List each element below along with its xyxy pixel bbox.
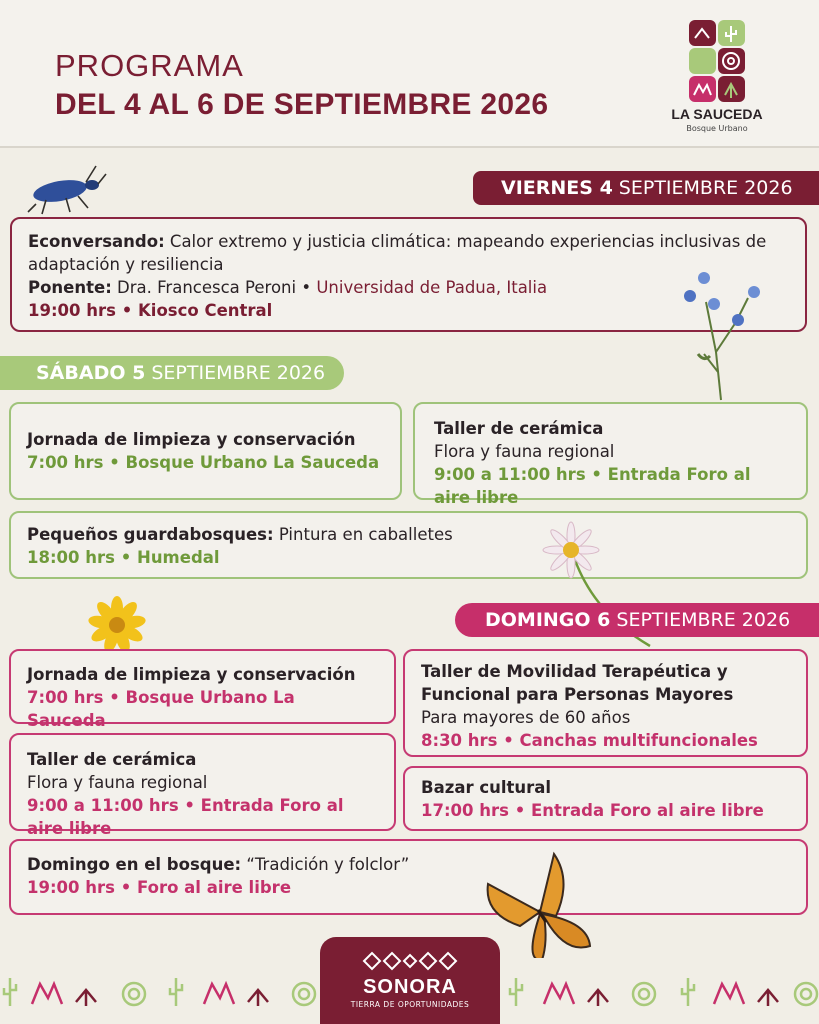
- sonora-brand: SONORA: [363, 976, 457, 998]
- day-label: SÁBADO 5: [36, 362, 146, 384]
- event-title: Pequeños guardabosques: Pintura en caballetes: [27, 525, 453, 544]
- event-card-ceramica-sun: [9, 733, 396, 838]
- logo-name: LA SAUCEDA: [671, 106, 763, 122]
- event-title: Taller de Movilidad Terapéutica y Funcional para Personas Mayores: [421, 662, 734, 704]
- event-time-place: 18:00 hrs • Humedal: [27, 548, 220, 567]
- logo-subtitle: Bosque Urbano: [686, 124, 748, 133]
- event-title: Jornada de limpieza y conservación: [27, 430, 356, 449]
- event-card-jornada-sat: [9, 402, 402, 500]
- event-card-guardabosques: [9, 511, 808, 579]
- event-speaker: Ponente: Dra. Francesca Peroni • Universidad de Padua, Italia: [28, 278, 548, 297]
- yellow-flower-illustration-icon: [84, 596, 150, 654]
- event-time-place: 7:00 hrs • Bosque Urbano La Sauceda: [27, 688, 295, 730]
- day-banner-saturday: [0, 356, 344, 390]
- sonora-emblem-icon: [360, 950, 460, 972]
- beetle-illustration-icon: [26, 160, 108, 216]
- event-card-movilidad: [403, 649, 808, 757]
- event-title: Taller de cerámica: [27, 750, 197, 769]
- sonora-tagline: TIERRA DE OPORTUNIDADES: [350, 1000, 470, 1009]
- butterfly-illustration-icon: [484, 850, 596, 968]
- day-label: DOMINGO 6: [485, 609, 611, 631]
- day-date: SEPTIEMBRE 2026: [618, 177, 793, 199]
- day-label: VIERNES 4: [501, 177, 613, 199]
- day-date: SEPTIEMBRE 2026: [616, 609, 791, 631]
- bluebell-flower-illustration-icon: [676, 262, 766, 402]
- event-card-bazar: [403, 766, 808, 831]
- event-time-place: 17:00 hrs • Entrada Foro al aire libre: [421, 801, 764, 820]
- event-card-jornada-sun: [9, 649, 396, 730]
- program-title: PROGRAMA: [55, 48, 244, 83]
- event-time-place: 19:00 hrs • Kiosco Central: [28, 301, 273, 320]
- event-time-place: 9:00 a 11:00 hrs • Entrada Foro al aire libre: [27, 796, 344, 838]
- event-card-domingo-bosque: [9, 839, 808, 915]
- event-subtitle: Flora y fauna regional: [27, 773, 208, 792]
- event-title: Taller de cerámica: [434, 419, 604, 438]
- event-title: Domingo en el bosque: “Tradición y folclor”: [27, 855, 410, 874]
- event-subtitle: Para mayores de 60 años: [421, 708, 631, 727]
- day-date: SEPTIEMBRE 2026: [151, 362, 326, 384]
- event-title: Bazar cultural: [421, 778, 552, 797]
- event-time-place: 7:00 hrs • Bosque Urbano La Sauceda: [27, 453, 380, 472]
- la-sauceda-logo-icon: [689, 20, 745, 104]
- event-subtitle: Flora y fauna regional: [434, 442, 615, 461]
- event-card-ceramica-sat: [413, 402, 808, 507]
- event-title: Econversando: Calor extremo y justicia climática: mapeando experiencias inclusivas de adaptación y resiliencia: [28, 232, 767, 274]
- event-time-place: 9:00 a 11:00 hrs • Entrada Foro al aire libre: [434, 465, 751, 507]
- program-dates: DEL 4 AL 6 DE SEPTIEMBRE 2026: [55, 88, 549, 121]
- day-banner-friday: [473, 171, 819, 205]
- event-title: Jornada de limpieza y conservación: [27, 665, 356, 684]
- event-time-place: 8:30 hrs • Canchas multifuncionales: [421, 731, 758, 750]
- event-time-place: 19:00 hrs • Foro al aire libre: [27, 878, 292, 897]
- day-banner-sunday: [455, 603, 819, 637]
